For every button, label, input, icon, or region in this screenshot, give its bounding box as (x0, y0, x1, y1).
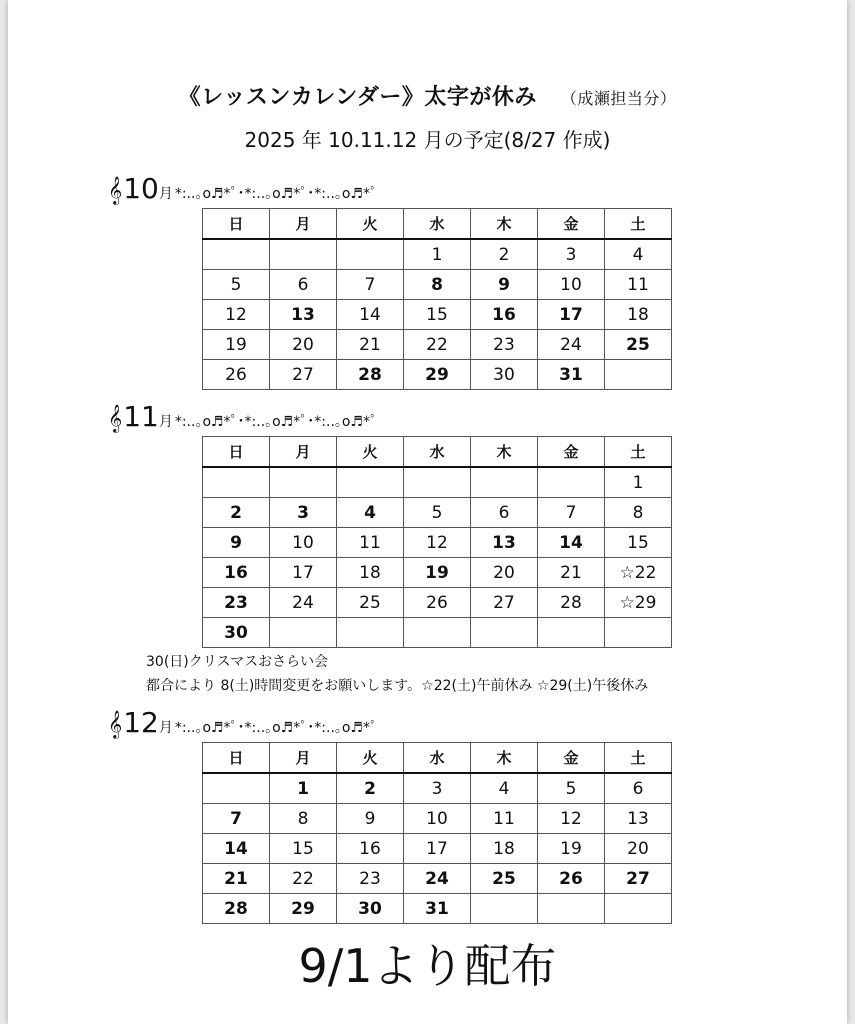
empty-cell (270, 239, 337, 270)
day-cell: 12 (203, 300, 270, 330)
day-cell: 26 (404, 588, 471, 618)
day-cell: 9 (471, 270, 538, 300)
day-cell: 31 (404, 894, 471, 924)
distribution-note: 9/1より配布 (298, 939, 557, 993)
week-row (203, 834, 672, 864)
empty-cell (538, 467, 605, 498)
notes (146, 650, 648, 698)
day-cell: 22 (404, 330, 471, 360)
treble-clef-icon: 𝄞 (108, 176, 123, 204)
day-cell: 11 (337, 528, 404, 558)
day-cell: 5 (538, 773, 605, 804)
week-row (203, 467, 672, 498)
month-suffix: 月 (158, 414, 173, 430)
week-row (203, 804, 672, 834)
day-cell: 24 (404, 864, 471, 894)
empty-cell (605, 618, 672, 648)
note-line: 30(日)クリスマスおさらい会 (146, 654, 329, 670)
day-cell: 3 (270, 498, 337, 528)
day-cell: 29 (270, 894, 337, 924)
day-cell: 5 (203, 270, 270, 300)
day-cell: 19 (404, 558, 471, 588)
day-cell: 23 (337, 864, 404, 894)
week-row (203, 773, 672, 804)
treble-clef-icon: 𝄞 (108, 404, 123, 432)
day-cell: 18 (471, 834, 538, 864)
day-cell: 10 (270, 528, 337, 558)
empty-cell (337, 239, 404, 270)
day-cell: 12 (538, 804, 605, 834)
day-cell: 6 (471, 498, 538, 528)
empty-cell (605, 894, 672, 924)
day-cell: 5 (404, 498, 471, 528)
day-cell: 19 (538, 834, 605, 864)
month-number: 11 (123, 400, 159, 433)
weekday-header: 木 (471, 743, 538, 774)
empty-cell (605, 360, 672, 390)
weekday-header: 月 (270, 209, 337, 240)
empty-cell (203, 467, 270, 498)
weekday-header: 土 (605, 743, 672, 774)
calendar-december (202, 742, 672, 924)
weekday-header: 水 (404, 437, 471, 468)
day-cell: 17 (404, 834, 471, 864)
day-cell: 22 (270, 864, 337, 894)
day-cell: 11 (605, 270, 672, 300)
empty-cell (538, 618, 605, 648)
day-cell: 29 (404, 360, 471, 390)
day-cell: 25 (337, 588, 404, 618)
title-text: 《レッスンカレンダー》太字が休み (178, 85, 537, 110)
weekday-header: 火 (337, 437, 404, 468)
day-cell: 7 (538, 498, 605, 528)
day-cell: 30 (203, 618, 270, 648)
day-cell: 4 (471, 773, 538, 804)
week-row (203, 498, 672, 528)
day-cell: 27 (471, 588, 538, 618)
day-cell: 27 (605, 864, 672, 894)
day-cell: 30 (337, 894, 404, 924)
note-line: 都合により 8(土)時間変更をお願いします。☆22(土)午前休み ☆29(土)午後休み (146, 678, 649, 694)
day-cell: 28 (538, 588, 605, 618)
week-row (203, 618, 672, 648)
day-cell: 2 (471, 239, 538, 270)
day-cell: 11 (471, 804, 538, 834)
weekday-header: 月 (270, 437, 337, 468)
day-cell: 17 (538, 300, 605, 330)
day-cell: 15 (605, 528, 672, 558)
day-cell: 3 (404, 773, 471, 804)
day-cell: 25 (471, 864, 538, 894)
week-row (203, 300, 672, 330)
week-row (203, 894, 672, 924)
day-cell: 21 (337, 330, 404, 360)
weekday-header: 土 (605, 209, 672, 240)
day-cell: 9 (203, 528, 270, 558)
weekday-header: 金 (538, 209, 605, 240)
day-cell: 14 (337, 300, 404, 330)
day-cell: 13 (605, 804, 672, 834)
day-cell: 16 (203, 558, 270, 588)
day-cell: 8 (270, 804, 337, 834)
day-cell: 4 (337, 498, 404, 528)
month-number: 12 (123, 706, 159, 739)
empty-cell (471, 618, 538, 648)
day-cell: 16 (337, 834, 404, 864)
weekday-header: 水 (404, 209, 471, 240)
day-cell: 23 (203, 588, 270, 618)
day-cell: 23 (471, 330, 538, 360)
day-cell: 14 (203, 834, 270, 864)
day-cell: 12 (404, 528, 471, 558)
day-cell: 25 (605, 330, 672, 360)
week-row (203, 588, 672, 618)
empty-cell (337, 467, 404, 498)
weekday-header-row (203, 743, 672, 774)
weekday-header: 木 (471, 437, 538, 468)
weekday-header: 日 (203, 437, 270, 468)
week-row (203, 239, 672, 270)
day-cell: 8 (605, 498, 672, 528)
day-cell: ☆29 (605, 588, 672, 618)
empty-cell (471, 467, 538, 498)
day-cell: 24 (538, 330, 605, 360)
week-row (203, 270, 672, 300)
day-cell: 10 (404, 804, 471, 834)
day-cell: 3 (538, 239, 605, 270)
week-row (203, 330, 672, 360)
month-number: 10 (123, 172, 159, 205)
month-heading-november (108, 400, 377, 433)
weekday-header: 月 (270, 743, 337, 774)
month-heading-december (108, 706, 377, 739)
day-cell: 20 (605, 834, 672, 864)
weekday-header: 金 (538, 743, 605, 774)
day-cell: 24 (270, 588, 337, 618)
month-heading-october (108, 172, 377, 205)
week-row (203, 558, 672, 588)
day-cell: 28 (203, 894, 270, 924)
day-cell: 1 (270, 773, 337, 804)
weekday-header: 火 (337, 743, 404, 774)
empty-cell (270, 618, 337, 648)
day-cell: 13 (471, 528, 538, 558)
empty-cell (471, 894, 538, 924)
day-cell: 18 (605, 300, 672, 330)
weekday-header: 日 (203, 209, 270, 240)
day-cell: 1 (605, 467, 672, 498)
month-decoration: *:..｡o♬*ﾟ･*:..｡o♬*ﾟ･*:..｡o♬*ﾟ (174, 414, 378, 430)
day-cell: 1 (404, 239, 471, 270)
day-cell: 21 (203, 864, 270, 894)
day-cell: 15 (404, 300, 471, 330)
month-decoration: *:..｡o♬*ﾟ･*:..｡o♬*ﾟ･*:..｡o♬*ﾟ (174, 720, 378, 736)
weekday-header: 火 (337, 209, 404, 240)
day-cell: 6 (270, 270, 337, 300)
weekday-header: 水 (404, 743, 471, 774)
day-cell: 20 (270, 330, 337, 360)
day-cell: 19 (203, 330, 270, 360)
weekday-header: 日 (203, 743, 270, 774)
day-cell: 18 (337, 558, 404, 588)
empty-cell (203, 773, 270, 804)
day-cell: 8 (404, 270, 471, 300)
week-row (203, 528, 672, 558)
day-cell: 16 (471, 300, 538, 330)
day-cell: 26 (538, 864, 605, 894)
weekday-header-row (203, 437, 672, 468)
week-row (203, 864, 672, 894)
empty-cell (538, 894, 605, 924)
month-suffix: 月 (158, 186, 173, 202)
day-cell: 28 (337, 360, 404, 390)
page-title (8, 80, 847, 111)
empty-cell (404, 467, 471, 498)
day-cell: 30 (471, 360, 538, 390)
week-row (203, 360, 672, 390)
day-cell: 2 (203, 498, 270, 528)
weekday-header: 金 (538, 437, 605, 468)
empty-cell (270, 467, 337, 498)
weekday-header: 土 (605, 437, 672, 468)
day-cell: 13 (270, 300, 337, 330)
day-cell: 31 (538, 360, 605, 390)
day-cell: 14 (538, 528, 605, 558)
treble-clef-icon: 𝄞 (108, 710, 123, 738)
day-cell: 9 (337, 804, 404, 834)
empty-cell (337, 618, 404, 648)
day-cell: 6 (605, 773, 672, 804)
calendar-november (202, 436, 672, 648)
page-subtitle: 2025 年 10.11.12 月の予定(8/27 作成) (244, 128, 611, 152)
month-decoration: *:..｡o♬*ﾟ･*:..｡o♬*ﾟ･*:..｡o♬*ﾟ (174, 186, 378, 202)
day-cell: 27 (270, 360, 337, 390)
day-cell: 10 (538, 270, 605, 300)
day-cell: 17 (270, 558, 337, 588)
day-cell: 26 (203, 360, 270, 390)
document-page (8, 0, 847, 1024)
empty-cell (404, 618, 471, 648)
day-cell: 2 (337, 773, 404, 804)
month-suffix: 月 (158, 720, 173, 736)
day-cell: 4 (605, 239, 672, 270)
day-cell: 7 (337, 270, 404, 300)
calendar-october (202, 208, 672, 390)
empty-cell (203, 239, 270, 270)
day-cell: 15 (270, 834, 337, 864)
day-cell: 20 (471, 558, 538, 588)
day-cell: 7 (203, 804, 270, 834)
weekday-header: 木 (471, 209, 538, 240)
day-cell: 21 (538, 558, 605, 588)
day-cell: ☆22 (605, 558, 672, 588)
title-note: （成瀬担当分） (560, 89, 677, 108)
weekday-header-row (203, 209, 672, 240)
